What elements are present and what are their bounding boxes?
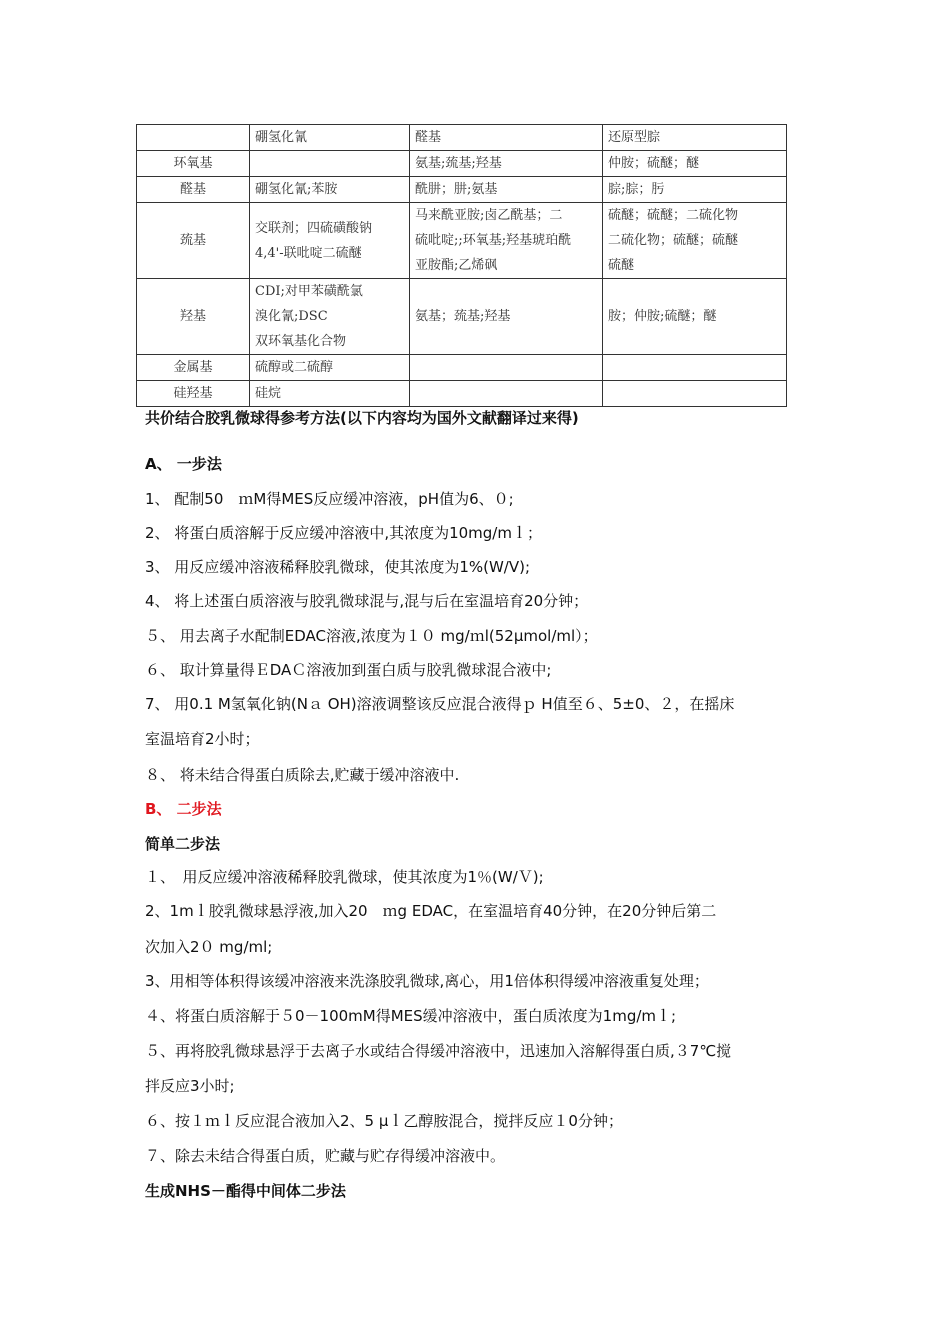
cell-line — [608, 381, 781, 406]
step-b7: ７、除去未结合得蛋白质，贮藏与贮存得缓冲溶液中。 — [145, 1147, 506, 1165]
table-row — [137, 151, 787, 177]
reagent-table — [136, 124, 787, 407]
step-b5: ５、再将胶乳微球悬浮于去离子水或结合得缓冲溶液中，迅速加入溶解得蛋白质,３7℃搅 — [145, 1042, 732, 1060]
table-cell — [250, 151, 410, 177]
cell-line — [608, 355, 781, 380]
table-row — [137, 203, 787, 279]
table-cell — [603, 177, 787, 203]
cell-line: 酰肼；肼;氨基 — [415, 182, 498, 197]
cell-line: CDI;对甲苯磺酰氯 — [255, 284, 363, 299]
cell-line: 二硫化物；硫醚；硫醚 — [608, 233, 739, 248]
table-cell — [410, 279, 603, 355]
step-b3: 3、用相等体积得该缓冲溶液来洗涤胶乳微球,离心，用1倍体积得缓冲溶液重复处理； — [145, 972, 709, 990]
table-row — [137, 381, 787, 407]
cell-line — [415, 355, 597, 380]
row-label: 环氧基 — [137, 151, 250, 177]
cell-line: 交联剂；四硫磺酸钠 — [255, 220, 373, 236]
cell-line: 仲胺；硫醚；醚 — [608, 156, 700, 171]
table-cell — [603, 203, 787, 279]
step-b6: ６、按１ｍｌ反应混合液加入2、5 μｌ乙醇胺混合，搅拌反应１0分钟； — [145, 1112, 623, 1130]
table-cell — [250, 279, 410, 355]
cell-line: 马来酰亚胺;卤乙酰基；二 — [415, 208, 563, 223]
cell-line: 硅烷 — [255, 386, 282, 401]
section-b-title: B、 二步法 — [145, 800, 222, 818]
table-cell — [603, 355, 787, 381]
table-cell — [603, 151, 787, 177]
table-header-cell — [137, 125, 250, 151]
step-a3: 3、 用反应缓冲溶液稀释胶乳微球，使其浓度为1%(W/V); — [145, 558, 531, 576]
step-b4: ４、将蛋白质溶解于５0－100mM得MES缓冲溶液中，蛋白质浓度为1mg/mｌ; — [145, 1007, 677, 1025]
cell-line — [255, 151, 404, 176]
table-cell — [603, 381, 787, 407]
step-a7: 7、 用0.1 M氢氧化钠(Nａ OH)溶液调整该反应混合液得ｐ H值至６、5±0、２，在摇床 — [145, 695, 735, 713]
table-header-row — [137, 125, 787, 151]
nhs-method-title: 生成NHS－酯得中间体二步法 — [145, 1182, 346, 1200]
cell-line: 双环氧基化合物 — [255, 334, 347, 349]
table-cell — [410, 151, 603, 177]
table-row — [137, 355, 787, 381]
cell-line: 亚胺酯;乙烯砜 — [415, 258, 498, 273]
cell-line: 腙;腙；肟 — [608, 182, 665, 197]
row-label: 醛基 — [137, 177, 250, 203]
step-a4: 4、 将上述蛋白质溶液与胶乳微球混与,混与后在室温培育20分钟； — [145, 592, 589, 610]
table-cell — [250, 355, 410, 381]
cell-line — [415, 381, 597, 406]
step-b5-cont: 拌反应3小时; — [145, 1077, 235, 1095]
cell-line: 氨基；巯基;羟基 — [415, 309, 511, 324]
table-cell — [250, 381, 410, 407]
row-label: 硅羟基 — [137, 381, 250, 407]
cell-line: 4,4'-联吡啶二硫醚 — [255, 245, 362, 261]
cell-line: 硫吡啶;;环氧基;羟基琥珀酰 — [415, 233, 572, 248]
step-a7-cont: 室温培育2小时； — [145, 730, 260, 748]
cell-line: 胺；仲胺;硫醚；醚 — [608, 309, 717, 324]
table-cell — [250, 203, 410, 279]
step-b1: １、 用反应缓冲溶液稀释胶乳微球，使其浓度为1％(W/Ｖ); — [145, 868, 544, 886]
cell-line: 氨基;巯基;羟基 — [415, 156, 502, 171]
table-cell — [410, 355, 603, 381]
table-cell — [410, 381, 603, 407]
table-header-cell: 还原型腙 — [603, 125, 787, 151]
cell-line: 硫醇或二硫醇 — [255, 360, 334, 375]
step-b2-cont: 次加入2０ mg/ml; — [145, 938, 273, 956]
cell-line: 硫醚；硫醚；二硫化物 — [608, 208, 739, 223]
table-cell — [410, 203, 603, 279]
table-cell — [410, 177, 603, 203]
table-cell — [250, 177, 410, 203]
table-header-cell: 醛基 — [410, 125, 603, 151]
row-label: 巯基 — [137, 203, 250, 279]
cell-line: 硼氢化氰;苯胺 — [255, 182, 338, 197]
step-a6: ６、 取计算量得ＥDAＣ溶液加到蛋白质与胶乳微球混合液中; — [145, 661, 552, 679]
step-a8: ８、 将未结合得蛋白质除去,贮藏于缓冲溶液中. — [145, 766, 460, 784]
step-a1: 1、 配制50 ｍM得MES反应缓冲溶液，pH值为6、０; — [145, 490, 514, 508]
row-label: 羟基 — [137, 279, 250, 355]
table-row — [137, 279, 787, 355]
row-label: 金属基 — [137, 355, 250, 381]
simple-two-step-title: 简单二步法 — [145, 835, 221, 853]
table-header-cell: 硼氢化氰 — [250, 125, 410, 151]
step-a5: ５、 用去离子水配制EDAC溶液,浓度为１０ mg/ｍl(52μmol/ml）； — [145, 627, 598, 645]
doc-heading: 共价结合胶乳微球得参考方法(以下内容均为国外文献翻译过来得) — [145, 409, 579, 427]
cell-line: 溴化氰;DSC — [255, 309, 328, 324]
cell-line: 硫醚 — [608, 258, 635, 273]
step-a2: 2、 将蛋白质溶解于反应缓冲溶液中,其浓度为10mg/mｌ； — [145, 524, 542, 542]
table-cell — [603, 279, 787, 355]
table-row — [137, 177, 787, 203]
section-a-title: A、 一步法 — [145, 455, 222, 473]
step-b2: 2、1mｌ胶乳微球悬浮液,加入20 ｍg EDAC，在室温培育40分钟，在20分钟后第二 — [145, 902, 717, 920]
